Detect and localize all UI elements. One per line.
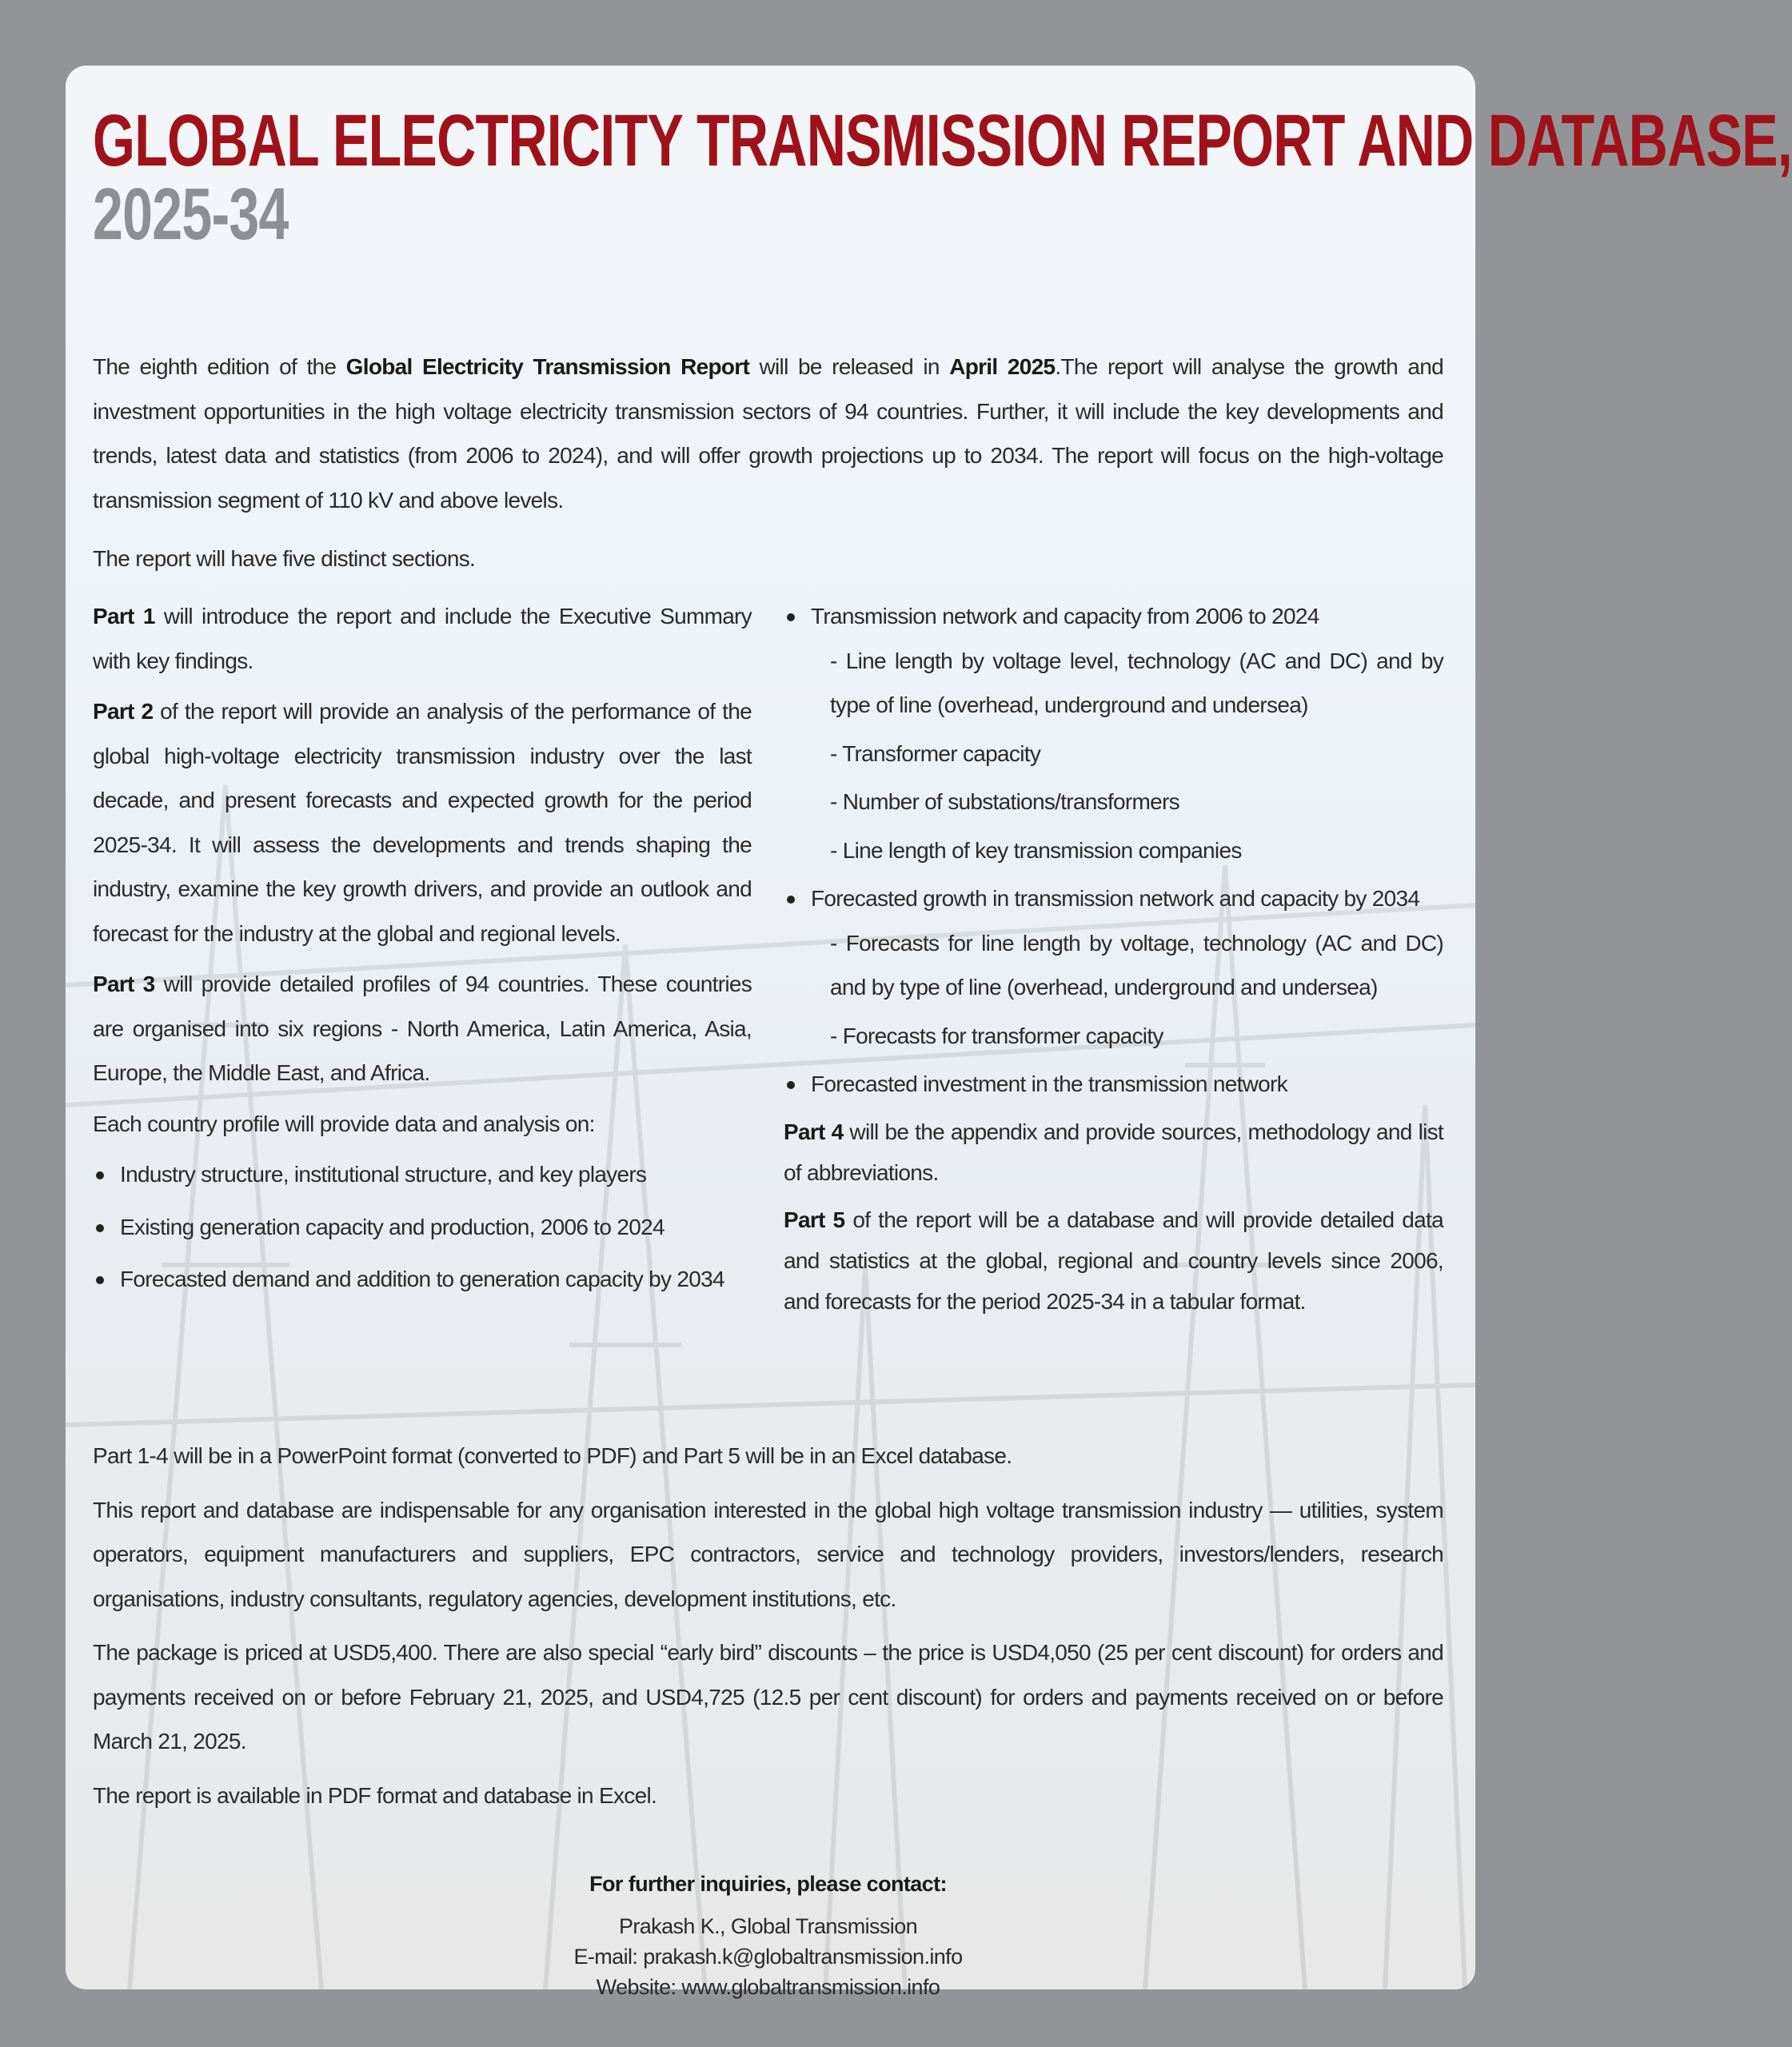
list-item-text: Forecasted growth in transmission network and capacity by 2034 bbox=[811, 886, 1420, 911]
sub-item: - Line length by voltage level, technology (AC and DC) and by type of line (overhead, underground and undersea) bbox=[830, 648, 1443, 717]
part-5 bbox=[784, 1199, 1443, 1322]
bullet-icon bbox=[96, 1224, 104, 1232]
profile-list bbox=[93, 1152, 752, 1302]
part-label: Part 5 bbox=[784, 1207, 845, 1232]
list-item-text: Transmission network and capacity from 2006 to 2024 bbox=[811, 604, 1319, 628]
part-2 bbox=[93, 689, 752, 956]
sub-item: - Line length of key transmission companies bbox=[830, 837, 1242, 863]
sub-item: - Forecasts for line length by voltage, technology (AC and DC) and by type of line (overhead, underground and undersea) bbox=[830, 930, 1443, 1000]
part-text: of the report will provide an analysis of the performance of the global high-voltage electricity transmission industry over the last decade, and present forecasts and expected growth for the period 2025-34. It will assess the developments and trends shaping the industry, examine the key growth drivers, and provide an outlook and forecast for the industry at the global and regional levels. bbox=[93, 699, 752, 946]
part-text: will be the appendix and provide sources, methodology and list of abbreviations. bbox=[784, 1119, 1444, 1185]
contact-website[interactable]: Website: www.globaltransmission.info bbox=[596, 1975, 940, 1999]
sub-item: - Number of substations/transformers bbox=[830, 789, 1179, 814]
part-label: Part 2 bbox=[93, 699, 154, 724]
brochure-card bbox=[66, 66, 1792, 1999]
release-date: April 2025 bbox=[949, 354, 1056, 379]
title-years: 2025-34 bbox=[93, 174, 289, 255]
intro-text: .The report will analyse the growth and investment opportunities in the high voltage electricity transmission sectors of 94 countries. Further, it will include the key developments and trends, latest data and statistics (from 2006 to 2024), and will offer growth projections up to 2034. The report will focus on the high-voltage transmission segment of 110 kV and above levels. bbox=[93, 354, 1443, 513]
intro-text: The eighth edition of the bbox=[93, 354, 346, 379]
list-item bbox=[93, 1152, 752, 1197]
bullet-icon bbox=[787, 613, 795, 621]
part-1 bbox=[93, 594, 752, 683]
profile-intro: Each country profile will provide data and analysis on: bbox=[93, 1111, 595, 1136]
bullet-icon bbox=[96, 1276, 104, 1284]
contact-email[interactable]: E-mail: prakash.k@globaltransmission.info bbox=[573, 1945, 963, 1969]
network-list bbox=[784, 594, 1443, 1107]
intro-paragraph bbox=[93, 345, 1443, 522]
part-text: will provide detailed profiles of 94 countries. These countries are organised into six regions - North America, Latin America, Asia, Europe, the Middle East, and Africa. bbox=[93, 972, 752, 1085]
list-item-text: Forecasted investment in the transmission network bbox=[811, 1071, 1287, 1096]
list-item bbox=[784, 876, 1443, 1058]
availability-note: The report is available in PDF format and database in Excel. bbox=[93, 1782, 657, 1808]
report-name: Global Electricity Transmission Report bbox=[345, 354, 750, 379]
list-item-text: Forecasted demand and addition to generation capacity by 2034 bbox=[120, 1267, 724, 1291]
part-text: will introduce the report and include the Executive Summary with key findings. bbox=[93, 604, 752, 673]
part-4 bbox=[784, 1111, 1443, 1193]
list-item bbox=[93, 1257, 752, 1302]
format-note: Part 1-4 will be in a PowerPoint format (converted to PDF) and Part 5 will be in an Excel database. bbox=[93, 1443, 1012, 1468]
part-text: of the report will be a database and will provide detailed data and statistics at the global, regional and country levels since 2006, and forecasts for the period 2025-34 in a tabular format. bbox=[784, 1207, 1443, 1314]
list-item bbox=[784, 1062, 1443, 1107]
contact-heading: For further inquiries, please contact: bbox=[589, 1872, 947, 1896]
list-item-text: Industry structure, institutional structure, and key players bbox=[120, 1162, 647, 1187]
left-column bbox=[93, 594, 752, 1302]
part-label: Part 4 bbox=[784, 1119, 844, 1144]
bullet-icon bbox=[787, 1081, 795, 1089]
part-3 bbox=[93, 962, 752, 1095]
right-column bbox=[784, 594, 1443, 1328]
sub-item: - Forecasts for transformer capacity bbox=[830, 1023, 1163, 1048]
audience-note: This report and database are indispensable for any organisation interested in the global high voltage transmission industry — utilities, system operators, equipment manufacturers and suppliers, EPC contractors, service and technology providers, investors/lenders, research organisations, industry consultants, regulatory agencies, development institutions, etc. bbox=[93, 1497, 1443, 1611]
sections-intro: The report will have five distinct sections. bbox=[93, 546, 476, 571]
part-label: Part 1 bbox=[93, 604, 155, 628]
list-item bbox=[93, 1205, 752, 1250]
list-item bbox=[784, 594, 1443, 872]
bullet-icon bbox=[787, 896, 795, 904]
contact-name: Prakash K., Global Transmission bbox=[618, 1914, 918, 1938]
pricing-note: The package is priced at USD5,400. There are also special “early bird” discounts – the price is USD4,050 (25 per cent discount) for orders and payments received on or before February 21, 2025, and USD4,725 (12.5 per cent discount) for orders and payments received on or before March 21, 2025. bbox=[93, 1640, 1443, 1754]
list-item-text: Existing generation capacity and production, 2006 to 2024 bbox=[120, 1214, 665, 1239]
contact-block bbox=[93, 1868, 1443, 2002]
title-main: GLOBAL ELECTRICITY TRANSMISSION REPORT AND DATABASE, bbox=[93, 100, 1792, 182]
page-title bbox=[93, 100, 1792, 255]
summary-section bbox=[93, 1434, 1443, 1827]
sub-item: - Transformer capacity bbox=[830, 740, 1041, 766]
part-label: Part 3 bbox=[93, 972, 155, 996]
intro-text: will be released in bbox=[749, 354, 950, 379]
bullet-icon bbox=[96, 1171, 104, 1179]
